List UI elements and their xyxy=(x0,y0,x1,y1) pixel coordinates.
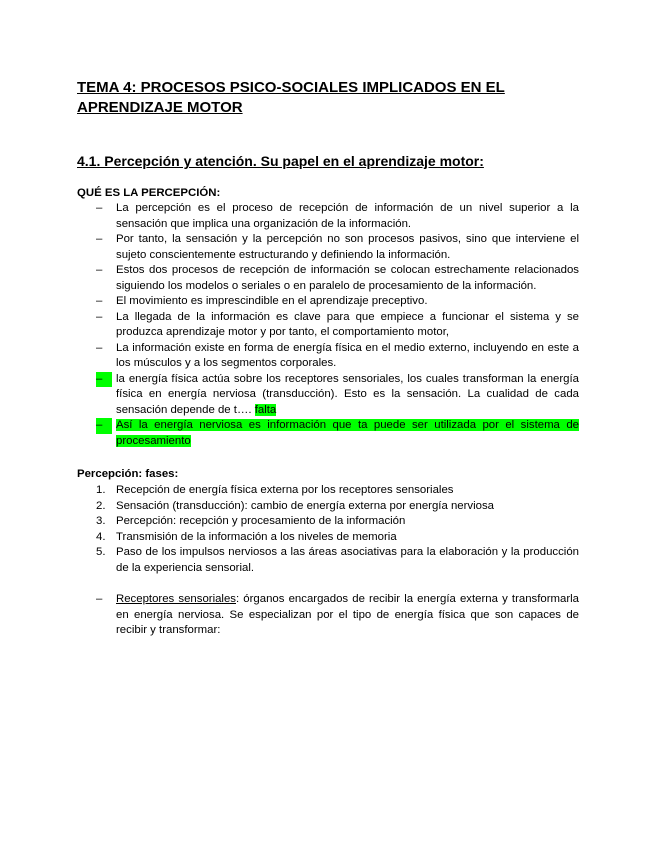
list-item-text: El movimiento es imprescindible en el aprendizaje preceptivo. xyxy=(116,295,428,307)
dash-bullet: – xyxy=(96,202,103,214)
numbered-item-text: Percepción: recepción y procesamiento de la información xyxy=(116,515,406,527)
number-marker: 4. xyxy=(96,530,106,543)
list-item xyxy=(77,310,579,341)
list-item xyxy=(77,592,579,639)
dash-bullet-highlighted: – xyxy=(96,372,112,388)
numbered-item xyxy=(77,483,579,499)
que-es-heading: QUÉ ES LA PERCEPCIÓN: xyxy=(77,187,221,199)
list-item-highlighted xyxy=(77,418,579,449)
numbered-item-text: Transmisión de la información a los niveles de memoria xyxy=(116,530,397,543)
document-title: TEMA 4: PROCESOS PSICO-SOCIALES IMPLICADOS EN EL APRENDIZAJE MOTOR xyxy=(77,79,505,116)
dash-bullet: – xyxy=(96,593,103,605)
number-marker: 5. xyxy=(96,546,106,558)
number-marker: 2. xyxy=(96,499,106,512)
que-es-list xyxy=(77,201,579,449)
section-title: 4.1. Percepción y atención. Su papel en el aprendizaje motor: xyxy=(77,153,484,169)
list-item xyxy=(77,201,579,232)
dash-bullet: – xyxy=(96,310,103,323)
list-item-text: Estos dos procesos de recepción de información se colocan estrechamente relacionados siguiendo los modelos o seriales o en paralelo de procesamiento de la información. xyxy=(116,264,579,292)
numbered-item-text: Sensación (transducción): cambio de energía externa por energía nerviosa xyxy=(116,499,495,512)
list-item-highlighted xyxy=(77,372,579,419)
numbered-item xyxy=(77,514,579,530)
receptores-term: Receptores sensoriales xyxy=(116,593,236,605)
numbered-item xyxy=(77,499,579,515)
fases-list xyxy=(77,483,579,576)
list-item xyxy=(77,263,579,294)
list-item-text: Por tanto, la sensación y la percepción no son procesos pasivos, sino que interviene el sujeto conscientemente estructurando y definiendo la información. xyxy=(116,233,579,261)
numbered-item xyxy=(77,545,579,576)
numbered-item-text: Recepción de energía física externa por los receptores sensoriales xyxy=(116,484,454,496)
dash-bullet-highlighted: – xyxy=(96,418,112,434)
list-item-text: La información existe en forma de energía física en el medio externo, incluyendo en este a los músculos y a los segmentos corporales. xyxy=(116,341,579,369)
falta-highlight: falta xyxy=(254,403,277,416)
list-item xyxy=(77,294,579,310)
list-item-text: la energía física actúa sobre los receptores sensoriales, los cuales transforman la energía física en energía nerviosa (transducción). Esto es la sensación. La cualidad de cada sensación depende de t…. xyxy=(116,372,579,416)
receptores-list xyxy=(77,592,579,639)
list-item xyxy=(77,341,579,372)
numbered-item xyxy=(77,530,579,546)
number-marker: 1. xyxy=(96,484,106,496)
list-item-text-highlighted: Así la energía nerviosa es información que ta puede ser utilizada por el sistema de procesamiento xyxy=(116,419,579,447)
receptores-text: : órganos encargados de recibir la energía externa y transformarla en energía nerviosa. Se especializan por el tipo de energía física que son capaces de recibir y transformar: xyxy=(116,593,579,636)
number-marker: 3. xyxy=(96,515,106,527)
fases-heading: Percepción: fases: xyxy=(77,468,179,480)
numbered-item-text: Paso de los impulsos nerviosos a las áreas asociativas para la elaboración y la producción de la experiencia sensorial. xyxy=(116,546,579,574)
list-item-text: La llegada de la información es clave para que empiece a funcionar el sistema y se produzca aprendizaje motor y por tanto, el comportamiento motor, xyxy=(116,310,579,338)
dash-bullet: – xyxy=(96,233,103,245)
dash-bullet: – xyxy=(96,264,103,276)
list-item xyxy=(77,232,579,263)
dash-bullet: – xyxy=(96,341,103,354)
dash-bullet: – xyxy=(96,295,103,307)
list-item-text: La percepción es el proceso de recepción de información de un nivel superior a la sensación que implica una organización de la información. xyxy=(116,202,579,230)
